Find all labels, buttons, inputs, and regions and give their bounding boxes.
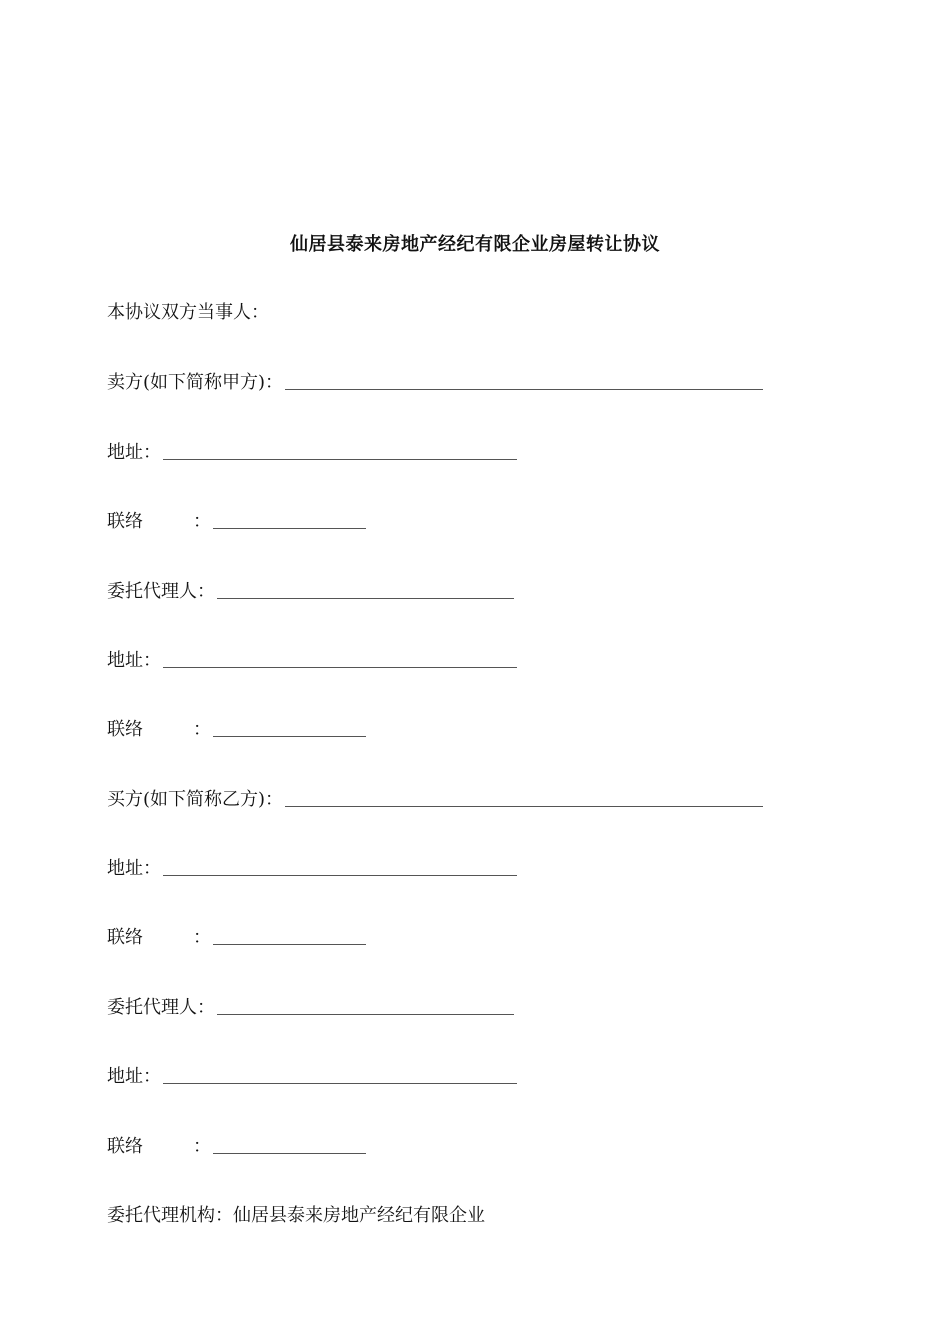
seller-agent-contact-line	[107, 713, 366, 741]
buyer-agent-address-blank[interactable]	[163, 1065, 517, 1084]
buyer-agent-blank[interactable]	[217, 996, 514, 1015]
seller-agent-blank[interactable]	[217, 580, 514, 599]
agency-value: 仙居县泰来房地产经纪有限企业	[233, 1205, 485, 1226]
buyer-contact-colon: ：	[193, 927, 211, 948]
document-title: 仙居县泰来房地产经纪有限企业房屋转让协议	[290, 234, 660, 255]
buyer-line	[107, 783, 763, 811]
buyer-agent-line	[107, 991, 514, 1019]
seller-address-line	[107, 436, 517, 464]
buyer-contact-line	[107, 921, 366, 949]
seller-agent-address-blank[interactable]	[163, 649, 517, 668]
buyer-contact-blank[interactable]	[213, 926, 366, 945]
buyer-name-blank[interactable]	[285, 788, 763, 807]
seller-line	[107, 366, 763, 394]
intro-line	[107, 296, 269, 324]
seller-address-label: 地址：	[107, 442, 161, 463]
seller-agent-contact-colon: ：	[193, 719, 211, 740]
buyer-address-line	[107, 852, 517, 880]
buyer-agent-contact-line	[107, 1130, 366, 1158]
seller-agent-line	[107, 575, 514, 603]
agency-line	[107, 1199, 485, 1227]
seller-agent-contact-blank[interactable]	[213, 718, 366, 737]
buyer-agent-contact-label: 联络	[107, 1136, 143, 1157]
seller-contact-line	[107, 505, 366, 533]
buyer-address-label: 地址：	[107, 858, 161, 879]
buyer-agent-address-label: 地址：	[107, 1066, 161, 1087]
seller-contact-label: 联络	[107, 511, 143, 532]
seller-address-blank[interactable]	[163, 441, 517, 460]
intro-text: 本协议双方当事人：	[107, 302, 269, 323]
buyer-address-blank[interactable]	[163, 857, 517, 876]
seller-agent-contact-label: 联络	[107, 719, 143, 740]
agency-label: 委托代理机构：	[107, 1205, 233, 1226]
seller-name-blank[interactable]	[285, 371, 763, 390]
seller-agent-address-line	[107, 644, 517, 672]
buyer-label: 买方(如下简称乙方)：	[107, 789, 284, 810]
buyer-agent-contact-blank[interactable]	[213, 1135, 366, 1154]
buyer-agent-label: 委托代理人：	[107, 997, 215, 1018]
seller-contact-colon: ：	[193, 511, 211, 532]
buyer-agent-contact-colon: ：	[193, 1136, 211, 1157]
seller-agent-label: 委托代理人：	[107, 581, 215, 602]
seller-label: 卖方(如下简称甲方)：	[107, 372, 284, 393]
seller-contact-blank[interactable]	[213, 510, 366, 529]
buyer-contact-label: 联络	[107, 927, 143, 948]
seller-agent-address-label: 地址：	[107, 650, 161, 671]
buyer-agent-address-line	[107, 1060, 517, 1088]
